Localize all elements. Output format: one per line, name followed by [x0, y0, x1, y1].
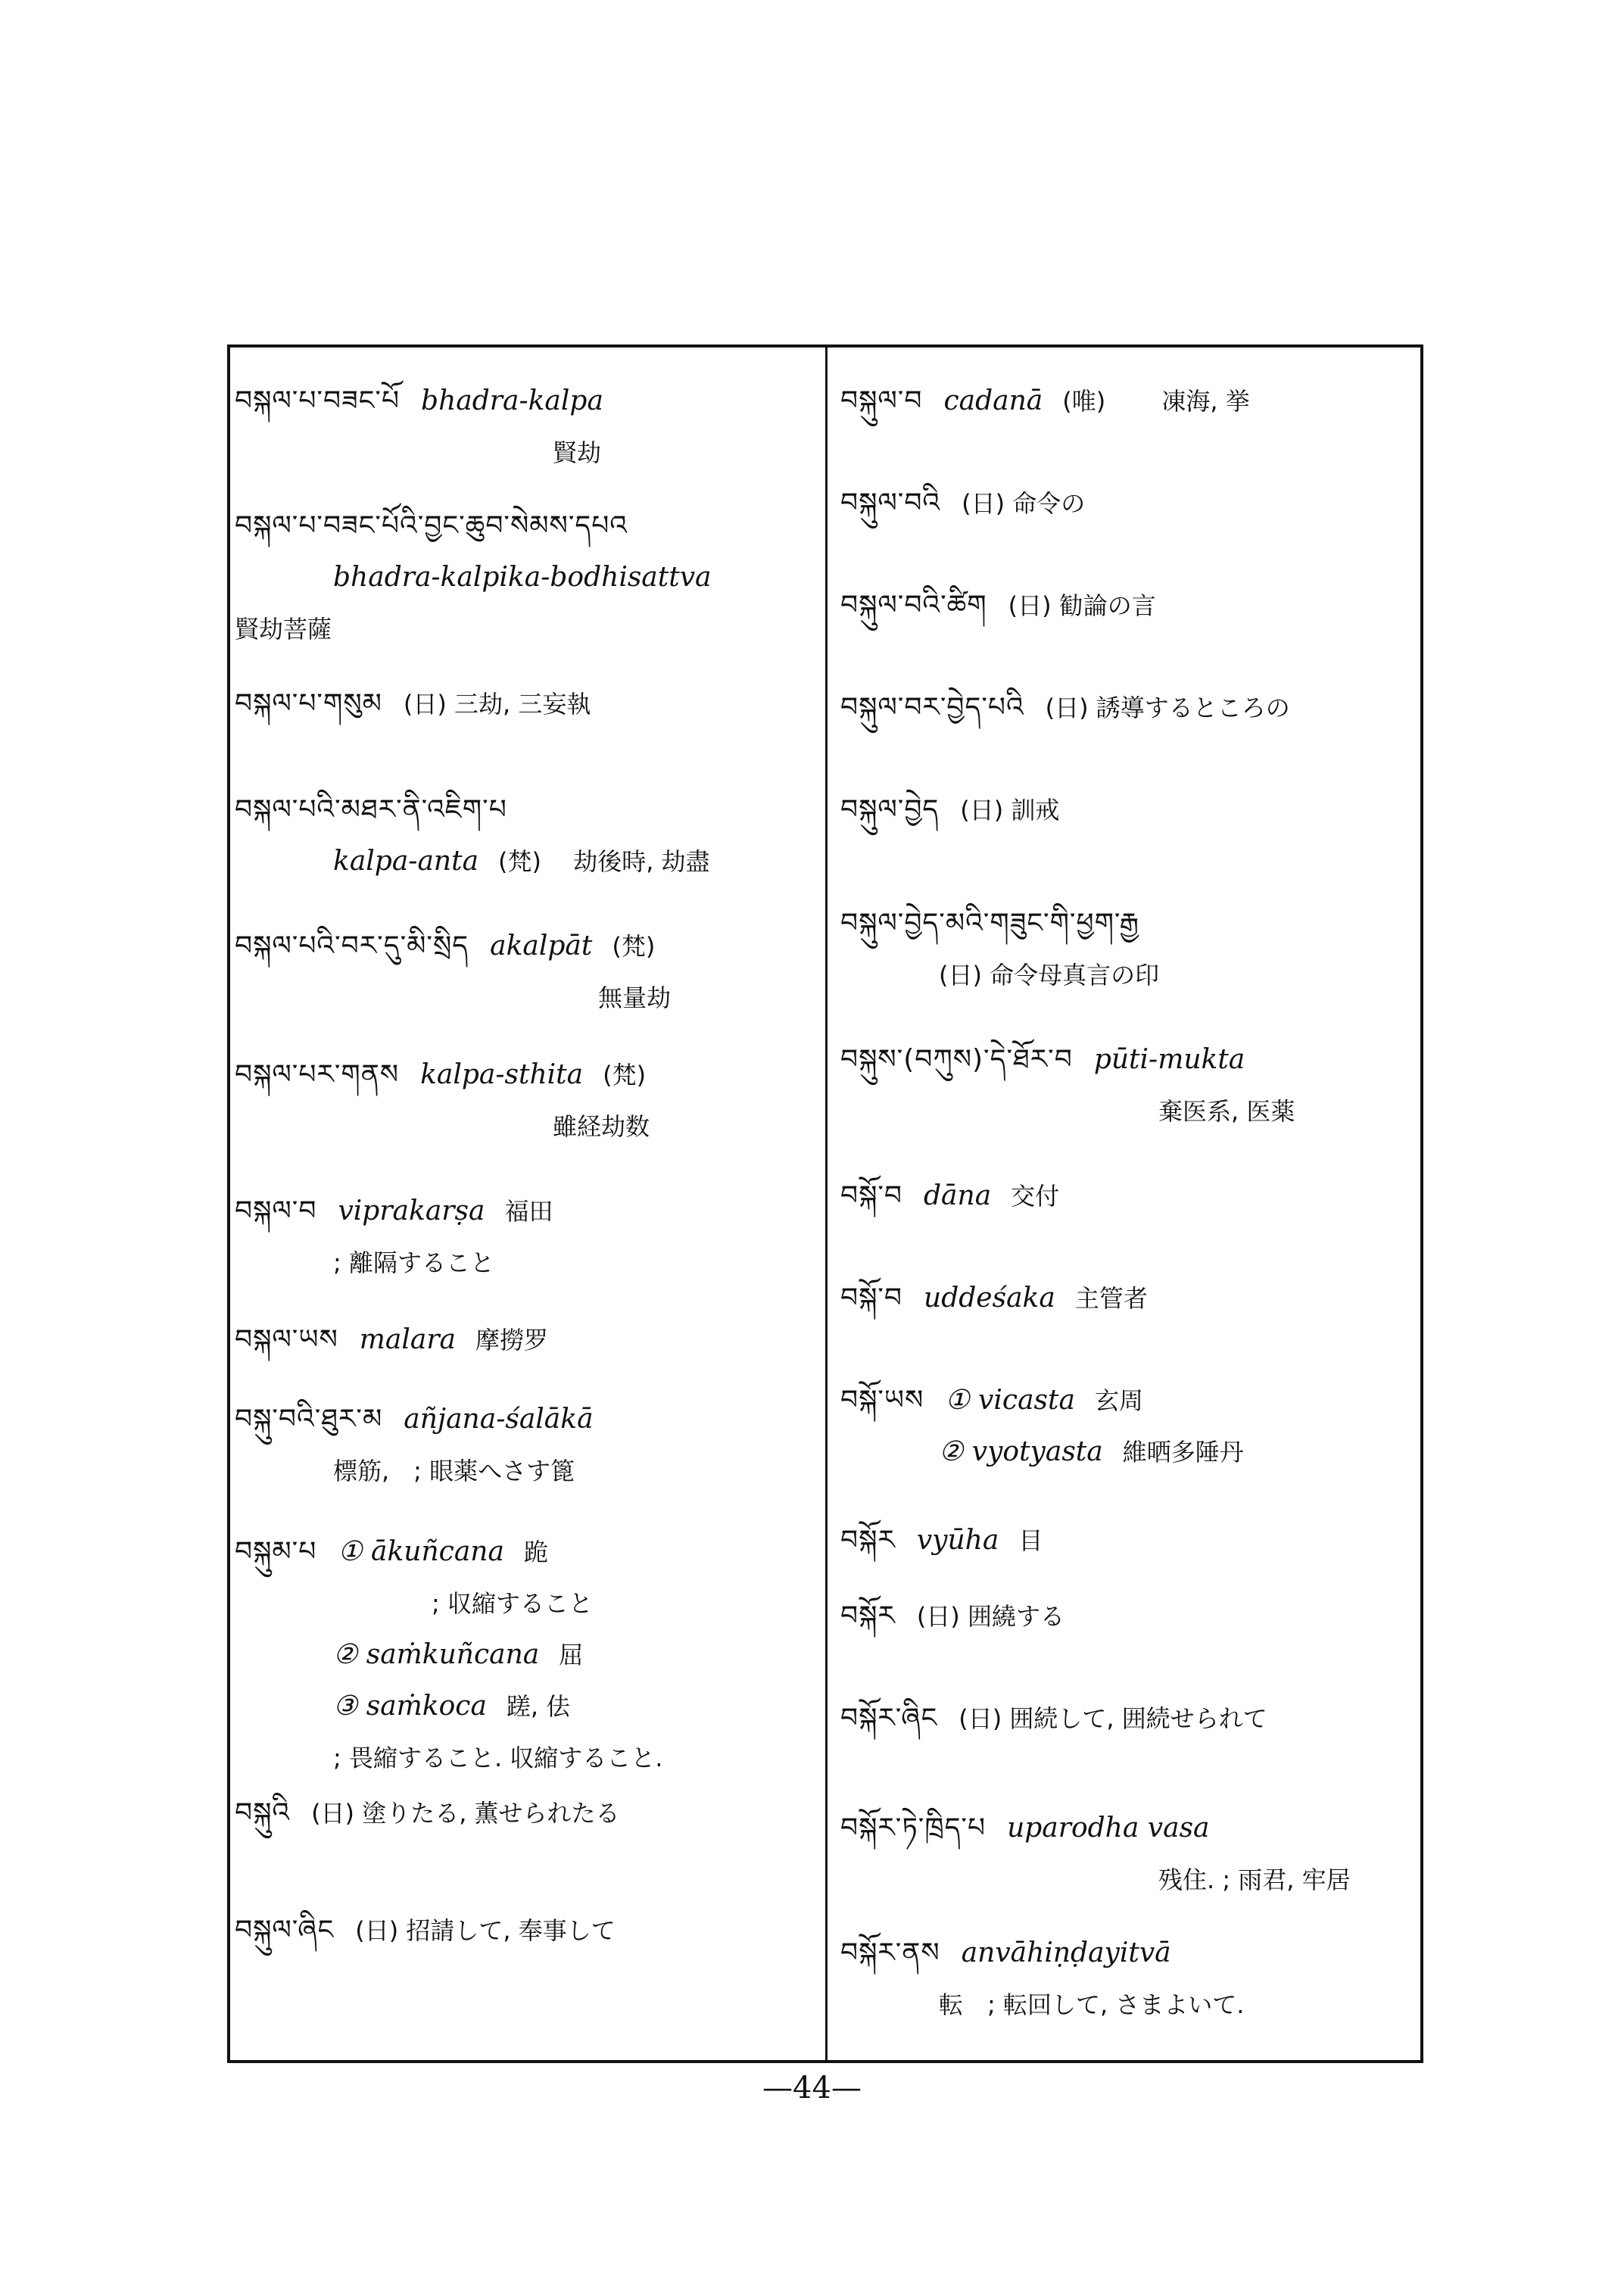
entry-line: [840, 1275, 1423, 1326]
tibetan-headword: བསྐུལ་བྱེད་མའི་གཟུང་གི་ཕྱག་རྒྱ: [840, 908, 1140, 939]
sanskrit-equivalent: pūti-mukta: [1093, 1044, 1245, 1075]
japanese-gloss: (日) 招請して, 奉事して: [355, 1916, 616, 1945]
entry-line: [235, 503, 818, 554]
sanskrit-equivalent: uparodha vasa: [1007, 1812, 1210, 1844]
tibetan-headword: བསྐོ་ཡས: [840, 1385, 924, 1416]
entry-line: [235, 681, 818, 732]
left-entry: [235, 503, 818, 657]
japanese-gloss: (日) 命令母真言の印: [939, 961, 1160, 990]
tibetan-headword: བསྐུལ་བའི་ཚིག: [840, 590, 987, 621]
japanese-gloss: 雖経劫数: [553, 1112, 650, 1141]
sanskrit-equivalent: malara: [359, 1324, 457, 1355]
right-entry: [840, 684, 1423, 736]
japanese-gloss: (日) 三劫, 三妄執: [403, 690, 591, 718]
tibetan-headword: བསྐལ་པ་བཟང་པོའི་བྱང་ཆུབ་སེམས་དཔའ: [235, 510, 628, 541]
sanskrit-equivalent: viprakarṣa: [338, 1195, 485, 1226]
entry-line: [840, 900, 1423, 952]
entry-line: [235, 1632, 818, 1683]
entry-line: [235, 378, 818, 429]
right-entry: [840, 480, 1423, 531]
tibetan-headword: བསྐོར་ནས: [840, 1937, 940, 1968]
sanskrit-equivalent: cadanā: [943, 385, 1043, 416]
sanskrit-equivalent: ① ākuñcana: [338, 1536, 504, 1567]
tibetan-headword: བསྐལ་བ: [235, 1195, 317, 1226]
tibetan-headword: བསྐུ་བའི་ཐུར་མ: [235, 1404, 383, 1435]
japanese-gloss: (日) 囲続して, 囲続せられて: [959, 1704, 1267, 1733]
tibetan-headword: བསྐུལ་བ: [840, 385, 923, 416]
sanskrit-equivalent: añjana-śalākā: [404, 1404, 594, 1435]
tibetan-headword: བསྐལ་པའི་བར་དུ་མི་སྲིད: [235, 930, 469, 962]
tibetan-headword: བསྐུའི: [235, 1797, 291, 1828]
entry-line: [235, 1052, 818, 1103]
tibetan-headword: བསྐུལ་བྱེད: [840, 794, 940, 825]
japanese-gloss: ; 収縮すること: [432, 1589, 593, 1618]
entry-line: [840, 952, 1423, 1003]
japanese-gloss: 交付: [1011, 1182, 1060, 1211]
entry-line: [235, 1683, 818, 1735]
sanskrit-equivalent: ② saṁkuñcana: [333, 1639, 540, 1670]
tibetan-headword: བསྐོ་བ: [840, 1283, 903, 1314]
japanese-gloss: 無量劫: [598, 983, 672, 1012]
japanese-gloss: 跪: [523, 1538, 548, 1566]
right-entry: [840, 378, 1423, 429]
japanese-gloss: 残住. ; 雨君, 牢居: [1158, 1865, 1351, 1894]
entry-line: [235, 1580, 818, 1632]
japanese-gloss: (日) 勧論の言: [1008, 591, 1156, 620]
sanskrit-equivalent: ① vicasta: [945, 1385, 1075, 1416]
japanese-gloss: ; 畏縮すること. 収縮すること.: [333, 1744, 663, 1772]
entry-line: [235, 787, 818, 838]
entry-line: [840, 1695, 1423, 1747]
japanese-gloss: 賢劫: [553, 438, 602, 467]
right-entry: [840, 787, 1423, 838]
tibetan-headword: བསྐོ་བ: [840, 1180, 903, 1211]
japanese-gloss: 標筋, ; 眼薬へさす篦: [333, 1457, 575, 1485]
right-entry: [840, 1593, 1423, 1644]
entry-line: [235, 974, 818, 1026]
tibetan-headword: བསྐོར: [840, 1601, 896, 1632]
japanese-gloss: 摩撈罗: [475, 1326, 549, 1354]
tibetan-headword: བསྐལ་པ་བཟང་པོ: [235, 385, 401, 416]
left-entry: [235, 1790, 818, 1841]
tibetan-headword: བསྐོར་ཞིང: [840, 1703, 938, 1734]
japanese-gloss: (日) 囲繞する: [916, 1602, 1064, 1631]
tibetan-headword: བསྐུམ་པ: [235, 1536, 317, 1567]
entry-line: [235, 554, 818, 606]
entry-line: [235, 1907, 818, 1959]
entry-line: [235, 1396, 818, 1448]
right-entry: [840, 582, 1423, 634]
entry-line: [235, 429, 818, 481]
left-entry: [235, 681, 818, 732]
entry-line: [840, 1173, 1423, 1224]
page-number: —44—: [762, 2071, 862, 2105]
entry-line: [235, 923, 818, 974]
entry-line: [235, 1103, 818, 1155]
tibetan-headword: བསྐལ་ཡས: [235, 1324, 338, 1355]
japanese-gloss: 玄周: [1094, 1386, 1143, 1415]
japanese-gloss: (梵): [603, 1061, 647, 1089]
tibetan-headword: བསྐལ་པ་གསུམ: [235, 688, 382, 719]
sanskrit-equivalent: kalpa-anta: [333, 846, 479, 877]
entry-line: [840, 1981, 1423, 2033]
left-entry: [235, 1907, 818, 1959]
japanese-gloss: 主管者: [1074, 1284, 1148, 1313]
entry-line: [840, 787, 1423, 838]
sanskrit-equivalent: ② vyotyasta: [939, 1436, 1103, 1467]
entry-line: [840, 684, 1423, 736]
japanese-gloss: (唯) 凍海, 挙: [1062, 387, 1250, 416]
left-entry: [235, 923, 818, 1026]
sanskrit-equivalent: akalpāt: [490, 930, 593, 962]
entry-line: [235, 1735, 818, 1786]
entry-line: [235, 1529, 818, 1580]
tibetan-headword: བསྐོར་ཏེ་ཁྲིད་པ: [840, 1812, 987, 1844]
left-entry: [235, 1188, 818, 1291]
entry-line: [840, 1377, 1423, 1429]
japanese-gloss: 棄医系, 医薬: [1158, 1097, 1295, 1126]
entry-line: [840, 1805, 1423, 1856]
japanese-gloss: 賢劫菩薩: [235, 615, 332, 644]
japanese-gloss: 屈: [559, 1641, 584, 1669]
tibetan-headword: བསྐུས་(བཀུས)་དེ་ཐོར་བ: [840, 1044, 1073, 1075]
entry-line: [840, 378, 1423, 429]
japanese-gloss: 福田: [504, 1197, 553, 1226]
sanskrit-equivalent: anvāhiṇḍayitvā: [961, 1937, 1171, 1968]
left-entry: [235, 787, 818, 890]
japanese-gloss: (梵): [612, 932, 656, 961]
tibetan-headword: བསྐལ་པར་གནས: [235, 1059, 400, 1090]
left-entry: [235, 1052, 818, 1155]
entry-line: [235, 1317, 818, 1368]
japanese-gloss: 目: [1018, 1526, 1043, 1555]
entry-line: [840, 480, 1423, 531]
entry-line: [235, 838, 818, 890]
right-entry: [840, 1930, 1423, 2033]
left-entry: [235, 1529, 818, 1786]
entry-line: [840, 1593, 1423, 1644]
column-divider: [825, 348, 828, 2060]
entry-line: [235, 1239, 818, 1291]
japanese-gloss: 維晒多陲丹: [1122, 1438, 1244, 1466]
entry-line: [840, 1036, 1423, 1088]
japanese-gloss: 転 ; 転回して, さまよいて.: [939, 1990, 1245, 2019]
tibetan-headword: བསྐོར: [840, 1525, 896, 1556]
entry-line: [235, 1188, 818, 1239]
tibetan-headword: བསྐུལ་བར་བྱེད་པའི: [840, 692, 1024, 723]
sanskrit-equivalent: kalpa-sthita: [420, 1059, 584, 1090]
sanskrit-equivalent: uddeśaka: [924, 1283, 1055, 1314]
entry-line: [840, 1856, 1423, 1908]
entry-line: [840, 1429, 1423, 1480]
sanskrit-equivalent: vyūha: [916, 1525, 999, 1556]
right-entry: [840, 1517, 1423, 1569]
sanskrit-equivalent: dāna: [924, 1180, 992, 1211]
japanese-gloss: (日) 命令の: [962, 489, 1086, 518]
japanese-gloss: ; 離隔すること: [333, 1248, 494, 1277]
entry-line: [840, 582, 1423, 634]
right-entry: [840, 1805, 1423, 1908]
entry-line: [840, 1517, 1423, 1569]
right-entry: [840, 1377, 1423, 1480]
tibetan-headword: བསྐུལ་ཞིང: [235, 1915, 335, 1946]
right-entry: [840, 1695, 1423, 1747]
japanese-gloss: (梵) 劫後時, 劫盡: [498, 847, 710, 876]
left-entry: [235, 1396, 818, 1499]
tibetan-headword: བསྐལ་པའི་མཐར་ནི་འཇིག་པ: [235, 794, 507, 825]
tibetan-headword: བསྐུལ་བའི: [840, 488, 941, 519]
left-entry: [235, 1317, 818, 1368]
entry-line: [840, 1088, 1423, 1139]
sanskrit-equivalent: bhadra-kalpika-bodhisattva: [333, 562, 712, 593]
entry-line: [235, 1790, 818, 1841]
right-entry: [840, 900, 1423, 1003]
left-entry: [235, 378, 818, 481]
japanese-gloss: (日) 訓戒: [960, 796, 1060, 824]
entry-line: [235, 606, 818, 657]
entry-line: [235, 1448, 818, 1499]
right-entry: [840, 1036, 1423, 1139]
right-entry: [840, 1275, 1423, 1326]
entry-line: [840, 1930, 1423, 1981]
japanese-gloss: (日) 塗りたる, 薫せられたる: [311, 1799, 620, 1828]
japanese-gloss: (日) 誘導するところの: [1045, 693, 1290, 722]
right-entry: [840, 1173, 1423, 1224]
sanskrit-equivalent: ③ saṁkoca: [333, 1691, 487, 1722]
sanskrit-equivalent: bhadra-kalpa: [421, 385, 603, 416]
japanese-gloss: 蹉, 佉: [506, 1692, 571, 1721]
